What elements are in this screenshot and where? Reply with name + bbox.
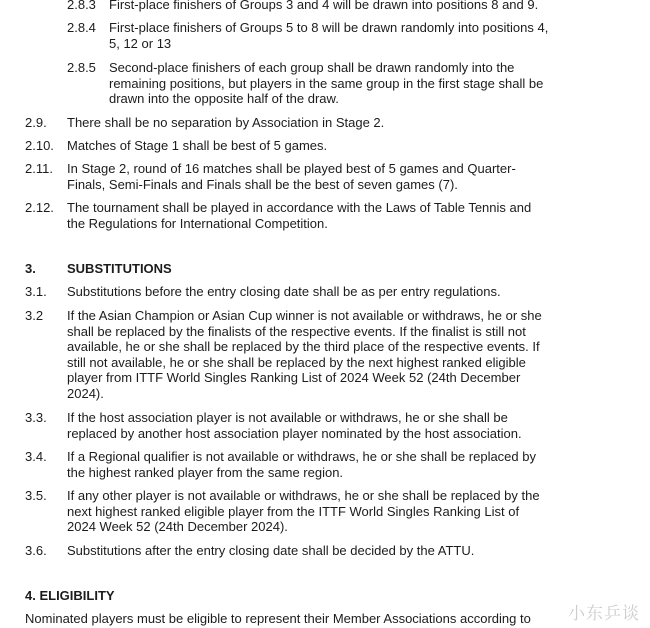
item-text: There shall be no separation by Association in Stage 2. xyxy=(67,115,385,130)
item-number: 2.10. xyxy=(25,138,54,153)
item-number: 2.8.3 xyxy=(67,0,96,12)
item-number: 3.1. xyxy=(25,284,47,299)
item-text: Matches of Stage 1 shall be best of 5 games. xyxy=(67,138,328,153)
item-number: 2.8.4 xyxy=(67,20,96,35)
item-text: Second-place finishers of each group shall be drawn randomly into the remaining positions, but players in the same group in the first stage shall be drawn into the opposite half of the draw. xyxy=(109,60,544,106)
watermark: 小东乒谈 xyxy=(568,603,640,624)
item-number: 2.9. xyxy=(25,115,47,130)
item-text: If any other player is not available or withdraws, he or she shall be replaced by the next highest ranked eligible player from the ITTF World Singles Ranking List of 2024 Week 52 (24th December 2024). xyxy=(67,488,540,534)
item-text: Substitutions after the entry closing date shall be decided by the ATTU. xyxy=(67,543,475,558)
paragraph-text: Nominated players must be eligible to represent their Member Associations according to xyxy=(25,611,531,626)
item-number: 3.4. xyxy=(25,449,47,464)
item-text: The tournament shall be played in accordance with the Laws of Table Tennis and the Regulations for International Competition. xyxy=(67,200,532,231)
section-number: 3. xyxy=(25,261,36,276)
item-number: 2.11. xyxy=(25,161,53,176)
item-text: First-place finishers of Groups 3 and 4 will be drawn into positions 8 and 9. xyxy=(109,0,539,12)
item-number: 3.5. xyxy=(25,488,47,503)
item-text: If the Asian Champion or Asian Cup winner is not available or withdraws, he or she shall be replaced by the finalists of the respective events. If the finalist is still not available, he or she shall be replaced by the third place of the respective events. If still not available, he or she shall be replaced by the next highest ranked eligible player from ITTF World Singles Ranking List of 2024 Week 52 (24th December 2024). xyxy=(67,308,542,401)
item-number: 3.3. xyxy=(25,410,47,425)
item-number: 3.6. xyxy=(25,543,47,558)
item-text: In Stage 2, round of 16 matches shall be played best of 5 games and Quarter- Finals, Semi-Finals and Finals shall be the best of seven games (7). xyxy=(67,161,516,192)
item-text: If a Regional qualifier is not available or withdraws, he or she shall be replaced by the highest ranked player from the same region. xyxy=(67,449,536,480)
item-number: 3.2 xyxy=(25,308,44,323)
item-text: Substitutions before the entry closing date shall be as per entry regulations. xyxy=(67,284,501,299)
section-heading: SUBSTITUTIONS xyxy=(67,261,172,276)
section-heading: 4. ELIGIBILITY xyxy=(25,588,115,603)
item-text: If the host association player is not available or withdraws, he or she shall be replaced by another host association player nominated by the host association. xyxy=(67,410,522,441)
item-number: 2.12. xyxy=(25,200,54,215)
item-number: 2.8.5 xyxy=(67,60,96,75)
item-text: First-place finishers of Groups 5 to 8 will be drawn randomly into positions 4, 5, 12 or 13 xyxy=(109,20,549,51)
